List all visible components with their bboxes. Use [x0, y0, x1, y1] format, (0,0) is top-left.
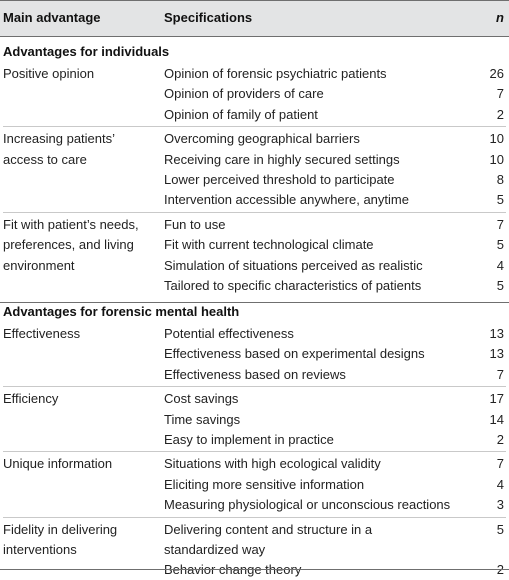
main-advantage-line [0, 454, 509, 474]
main-advantage-cell: Unique information [3, 456, 113, 472]
main-advantage-line [0, 256, 509, 276]
main-advantage-line [0, 235, 509, 255]
count-cell: 5 [496, 521, 504, 537]
main-advantage-cell: Effectiveness [3, 326, 81, 341]
header-rule [0, 36, 509, 37]
count-cell: 7 [496, 86, 504, 102]
main-advantage-cell: Efficiency [3, 391, 59, 407]
main-advantage-cell: Increasing patients’ [3, 131, 116, 147]
group-rule [3, 451, 506, 452]
main-advantage-line [0, 150, 509, 170]
table-header [0, 0, 509, 36]
count-cell: 26 [489, 66, 504, 81]
specification-cell: Behavior change theory [164, 562, 302, 578]
table-row [0, 430, 509, 450]
count-cell: 13 [489, 326, 504, 341]
group-rule [3, 212, 506, 213]
table-row [0, 105, 509, 125]
table-row [0, 170, 509, 190]
section-title: Advantages for individuals [3, 44, 170, 59]
main-advantage-cell: preferences, and living [3, 237, 134, 253]
specification-cell: Effectiveness based on reviews [164, 366, 346, 382]
count-cell: 5 [496, 192, 504, 208]
section-title: Advantages for forensic mental health [3, 304, 240, 319]
specification-cell: Opinion of forensic psychiatric patients [164, 66, 387, 81]
specification-cell: Delivering content and structure in a [164, 521, 373, 537]
count-cell: 2 [496, 106, 504, 122]
count-cell: 14 [489, 411, 504, 427]
specification-cell: Intervention accessible anywhere, anytime [164, 192, 409, 208]
specification-cell: Simulation of situations perceived as realistic [164, 257, 423, 273]
count-cell: 13 [489, 346, 504, 362]
table-row [0, 365, 509, 385]
main-advantage-line [0, 215, 509, 235]
specification-cell: Effectiveness based on experimental designs [164, 346, 425, 362]
specification-cell: Time savings [164, 411, 241, 427]
header-main-advantage: Main advantage [3, 10, 101, 25]
main-advantage-cell: Positive opinion [3, 66, 95, 81]
count-cell: 2 [496, 432, 504, 447]
group-rule [3, 126, 506, 127]
header-n: n [496, 10, 504, 25]
main-advantage-line [0, 324, 509, 344]
group-rule [3, 517, 506, 518]
specification-cell: Fun to use [164, 216, 226, 232]
count-cell: 5 [496, 237, 504, 253]
table-row [0, 344, 509, 364]
specification-cell: Overcoming geographical barriers [164, 131, 360, 147]
header-specifications: Specifications [164, 10, 253, 25]
count-cell: 10 [489, 151, 504, 167]
main-advantage-line [0, 540, 509, 560]
main-advantage-cell: access to care [3, 151, 87, 167]
specification-cell: Fit with current technological climate [164, 237, 374, 253]
specification-cell: Opinion of family of patient [164, 106, 318, 122]
table-row [0, 84, 509, 104]
group-rule [3, 386, 506, 387]
table-row [0, 495, 509, 515]
count-cell: 8 [496, 172, 504, 187]
specification-cell: Eliciting more sensitive information [164, 476, 365, 492]
specification-cell: Potential effectiveness [164, 326, 294, 341]
main-advantage-line [0, 389, 509, 409]
table-row [0, 475, 509, 495]
main-advantage-cell: Fidelity in delivering [3, 521, 118, 537]
table-row [0, 410, 509, 430]
specification-cell: Opinion of providers of care [164, 86, 324, 102]
specification-cell: standardized way [164, 542, 266, 557]
main-advantage-line [0, 64, 509, 84]
specification-cell: Easy to implement in practice [164, 432, 334, 447]
count-cell: 4 [496, 476, 504, 492]
specification-cell: Lower perceived threshold to participate [164, 172, 395, 187]
main-advantage-cell: Fit with patient’s needs, [3, 216, 139, 232]
main-advantage-line [0, 129, 509, 149]
specification-cell: Situations with high ecological validity [164, 456, 381, 472]
main-advantage-cell: interventions [3, 542, 77, 557]
count-cell: 3 [496, 497, 504, 513]
count-cell: 17 [489, 391, 504, 407]
count-cell: 5 [496, 278, 504, 293]
specification-cell: Receiving care in highly secured settings [164, 151, 400, 167]
section-rule [0, 302, 509, 303]
table-row [0, 190, 509, 210]
count-cell: 7 [496, 216, 504, 232]
table-row [0, 560, 509, 580]
count-cell: 10 [489, 131, 504, 147]
count-cell: 7 [496, 456, 504, 472]
specification-cell: Tailored to specific characteristics of patients [164, 278, 422, 293]
specification-cell: Cost savings [164, 391, 239, 407]
main-advantage-cell: environment [3, 257, 75, 273]
specification-cell: Measuring physiological or unconscious reactions [164, 497, 451, 513]
count-cell: 4 [496, 257, 504, 273]
table-row [0, 276, 509, 296]
count-cell: 2 [496, 562, 504, 578]
top-rule [0, 0, 509, 1]
count-cell: 7 [496, 366, 504, 382]
main-advantage-line [0, 520, 509, 540]
